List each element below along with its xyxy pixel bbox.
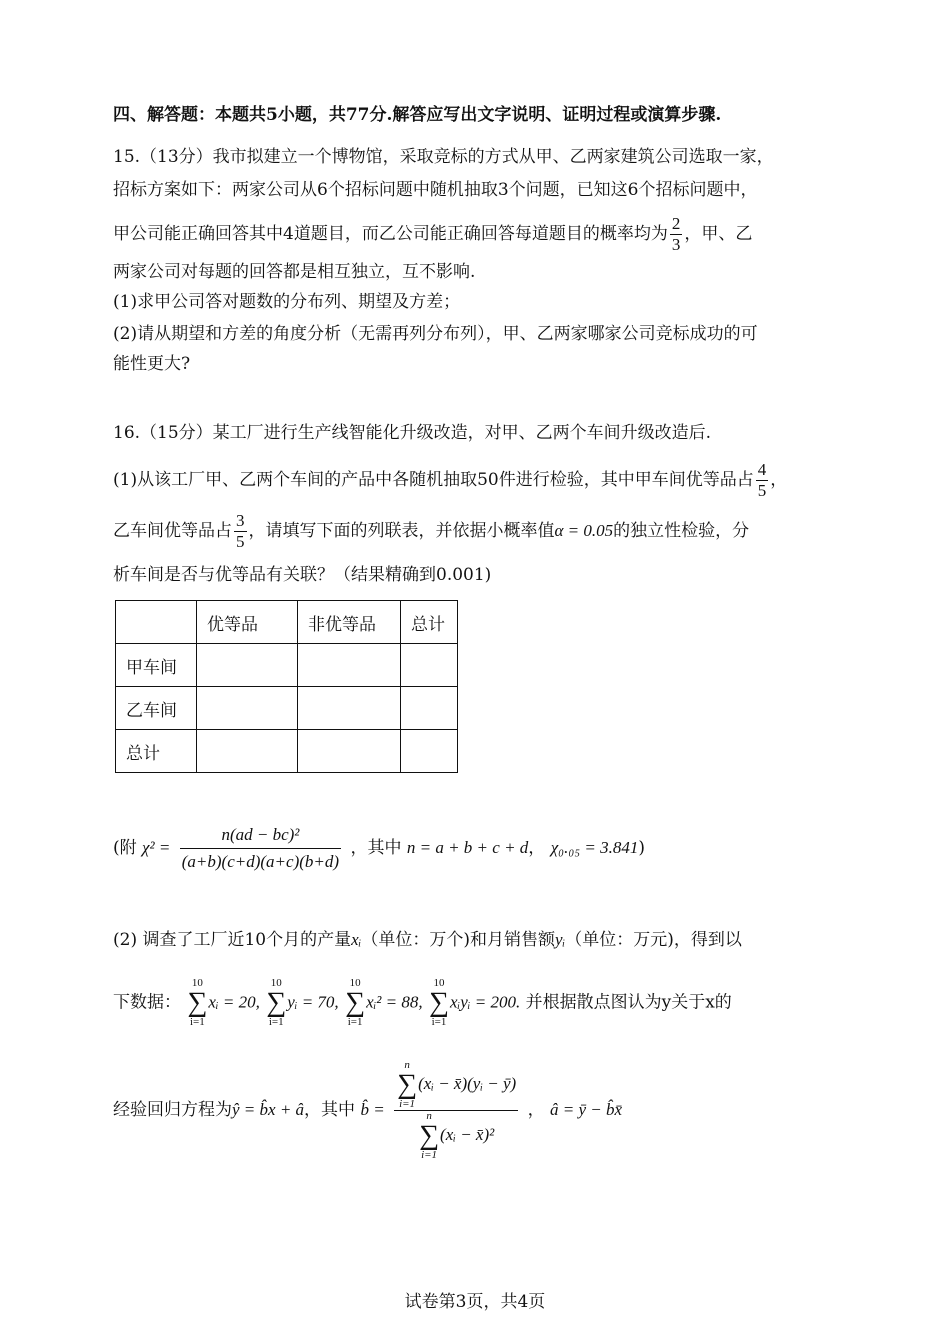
frac-num: 4 <box>757 460 767 479</box>
table-row <box>116 687 458 730</box>
chi-fraction <box>180 822 341 875</box>
q16-part2a-mid: （单位：万个)和月销售额 <box>361 930 556 950</box>
table-row <box>116 601 458 644</box>
q16-part2a-text: (2) 调查了工厂近10个月的产量 <box>113 930 352 950</box>
formula-mid: ，其中 <box>350 838 402 858</box>
q16-part2c <box>113 1060 622 1161</box>
q16-part1c: 析车间是否与优等品有关联？（结果精确到0.001) <box>113 565 492 585</box>
table-cell[interactable] <box>401 687 458 730</box>
b-denominator: (xᵢ − x̄)² <box>440 1124 495 1144</box>
table-cell[interactable] <box>401 644 458 687</box>
fraction-four-fifths <box>756 460 769 501</box>
formula-sep: ， <box>527 1100 545 1120</box>
sum-icon: 10 ∑ i=1 <box>429 977 449 1028</box>
sum-lower: i=1 <box>190 1016 205 1028</box>
chi-symbol: χ² = <box>142 838 171 857</box>
table-cell[interactable] <box>401 730 458 773</box>
q16-part1a-text: (1)从该工厂甲、乙两个车间的产品中各随机抽取50件进行检验，其中甲车间优等品占 <box>113 470 754 490</box>
sum-y: yᵢ = 70, <box>287 992 339 1012</box>
contingency-table <box>115 600 458 773</box>
sum-lower: i=1 <box>347 1016 363 1028</box>
sum-lower: i=1 <box>431 1016 447 1028</box>
fraction-three-fifths <box>234 511 247 552</box>
regression-label: 经验回归方程为 <box>113 1100 232 1120</box>
q16-part2b <box>113 978 732 1028</box>
b-numerator: (xᵢ − x̄)(yᵢ − ȳ) <box>418 1073 517 1093</box>
sum-icon: n ∑ i=1 <box>419 1110 440 1161</box>
table-cell[interactable] <box>197 687 298 730</box>
formula-pre: (附 <box>113 838 137 858</box>
q16-part1b-post: 的独立性检验，分 <box>613 521 750 541</box>
sum-upper: n <box>404 1059 410 1071</box>
alpha-value: α = 0.05 <box>554 521 614 540</box>
q16-part1b <box>113 511 749 552</box>
data-label: 下数据： <box>113 992 181 1013</box>
frac-num: 3 <box>236 511 245 530</box>
sum-x: xᵢ = 20, <box>208 992 260 1012</box>
table-row <box>116 644 458 687</box>
table-cell[interactable] <box>298 687 401 730</box>
chi-denominator: (a+b)(c+d)(a+c)(b+d) <box>181 852 340 871</box>
sum-x2: xᵢ² = 88, <box>366 992 423 1012</box>
q16-part2b-end: 并根据散点图认为y关于x的 <box>525 992 732 1013</box>
table-cell[interactable] <box>197 644 298 687</box>
q15-line3 <box>113 214 752 255</box>
sum-lower: i=1 <box>268 1016 284 1028</box>
sum-icon: n ∑ i=1 <box>397 1059 418 1110</box>
table-cell[interactable] <box>116 601 197 644</box>
table-header: 优等品 <box>197 601 298 644</box>
sum-xy: xᵢyᵢ = 200. <box>450 992 521 1012</box>
a-hat-equation: â = ȳ − b̂x̄ <box>550 1100 623 1119</box>
q16-part1a-end: ， <box>770 470 788 490</box>
q16-part2c-mid: ，其中 <box>304 1100 356 1120</box>
sum-icon: 10 ∑ i=1 <box>266 977 287 1028</box>
sum-upper: 10 <box>191 977 203 989</box>
sum-lower: i=1 <box>399 1098 416 1110</box>
row-label: 甲车间 <box>116 644 197 687</box>
table-row <box>116 730 458 773</box>
critical-value: χ₀.₀₅ = 3.841 <box>550 838 639 857</box>
row-label: 乙车间 <box>116 687 197 730</box>
table-header: 非优等品 <box>298 601 401 644</box>
q16-line1: 16.（15分）某工厂进行生产线智能化升级改造，对甲、乙两个车间升级改造后. <box>113 423 712 443</box>
sum-icon: 10 ∑ i=1 <box>345 977 366 1028</box>
chi-square-formula <box>113 822 645 875</box>
b-hat-fraction <box>394 1060 518 1161</box>
q15-part2a: (2)请从期望和方差的角度分析（无需再列分布列），甲、乙两家哪家公司竞标成功的可 <box>113 324 758 344</box>
q15-part1: (1)求甲公司答对题数的分布列、期望及方差； <box>113 292 461 312</box>
frac-den: 5 <box>236 532 245 551</box>
b-hat-symbol: b̂ = <box>360 1100 385 1119</box>
formula-post: ) <box>638 838 646 858</box>
n-equation: n = a + b + c + d <box>406 838 529 857</box>
q16-part1b-mid: ，请填写下面的列联表，并依据小概率值 <box>248 521 555 541</box>
var-yi: yᵢ <box>555 930 566 949</box>
table-header: 总计 <box>401 601 458 644</box>
q16-part1b-pre: 乙车间优等品占 <box>113 521 232 541</box>
sum-upper: 10 <box>270 977 282 989</box>
frac-den: 3 <box>671 235 681 254</box>
frac-den: 5 <box>757 481 767 500</box>
page-footer: 试卷第3页，共4页 <box>404 1292 546 1312</box>
q15-line3-end: ，甲、乙 <box>684 224 753 244</box>
q15-line1: 15.（13分）我市拟建立一个博物馆，采取竞标的方式从甲、乙两家建筑公司选取一家， <box>113 147 774 167</box>
q16-part1a <box>113 460 787 501</box>
q15-line4: 两家公司对每题的回答都是相互独立，互不影响. <box>113 262 476 282</box>
chi-numerator: n(ad − bc)² <box>180 822 341 849</box>
q16-part2a-end: （单位：万元)，得到以 <box>565 930 742 950</box>
row-label: 总计 <box>116 730 197 773</box>
q15-line2: 招标方案如下：两家公司从6个招标问题中随机抽取3个问题，已知这6个招标问题中， <box>113 180 758 200</box>
table-cell[interactable] <box>197 730 298 773</box>
formula-sep: ， <box>528 838 546 858</box>
sum-upper: 10 <box>433 977 445 989</box>
section-header: 四、解答题：本题共5小题，共77分.解答应写出文字说明、证明过程或演算步骤. <box>113 105 722 125</box>
sum-icon: 10 ∑ i=1 <box>187 977 208 1028</box>
q15-line3-text: 甲公司能正确回答其中4道题目，而乙公司能正确回答每道题目的概率均为 <box>113 224 668 244</box>
q16-part2a <box>113 928 742 952</box>
sum-lower: i=1 <box>421 1149 438 1161</box>
frac-num: 2 <box>671 214 681 233</box>
regression-equation: ŷ = b̂x + â <box>232 1100 305 1119</box>
table-cell[interactable] <box>298 730 401 773</box>
q15-part2b: 能性更大? <box>113 354 191 374</box>
table-cell[interactable] <box>298 644 401 687</box>
sum-upper: 10 <box>349 977 361 989</box>
fraction-two-thirds <box>670 214 683 255</box>
sum-upper: n <box>426 1110 432 1122</box>
var-xi: xᵢ <box>351 930 362 949</box>
